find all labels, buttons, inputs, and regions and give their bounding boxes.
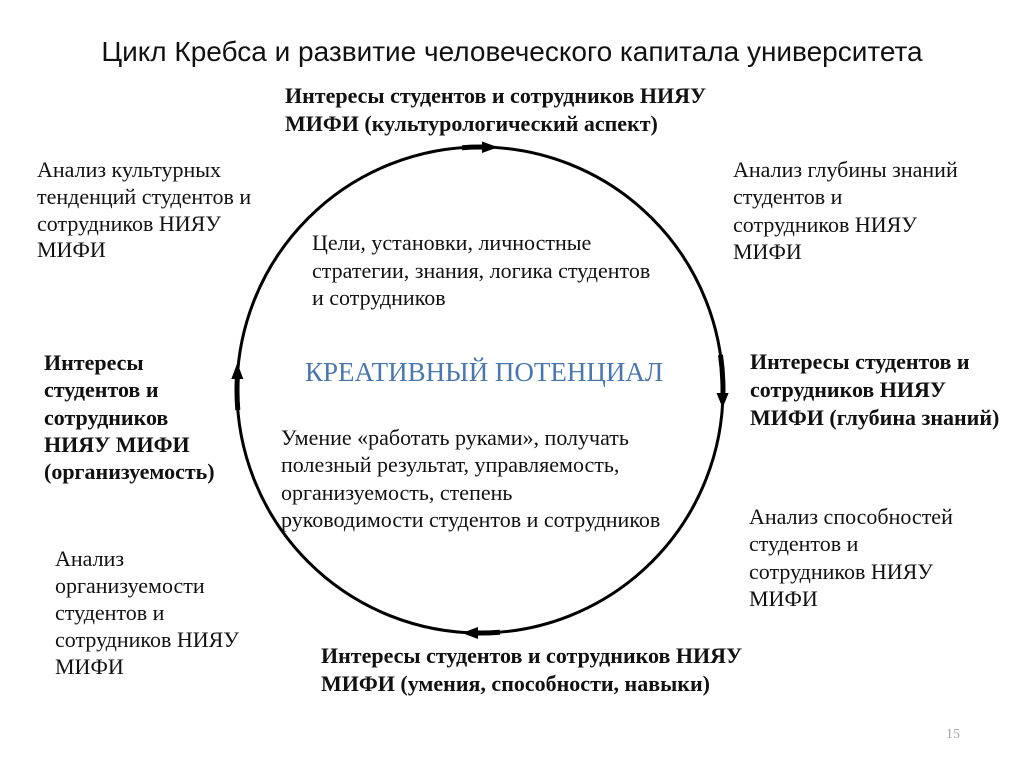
arrow-top: [462, 142, 498, 154]
analysis-node-top-left-line: сотрудников НИЯУ: [37, 210, 221, 236]
inner-text-bottom-line: Умение «работать руками», получать: [281, 425, 629, 450]
interest-node-left: [44, 349, 215, 485]
center-label: КРЕАТИВНЫЙ ПОТЕНЦИАЛ: [305, 357, 664, 387]
arrow-top-head: [482, 142, 498, 154]
analysis-node-top-left: [37, 157, 251, 264]
page-number: 15: [946, 727, 960, 742]
arrow-right-head: [717, 393, 729, 408]
analysis-node-top-right-line: Анализ глубины знаний: [733, 157, 958, 182]
analysis-node-bottom-right: [749, 503, 953, 612]
interest-node-left-line: сотрудников: [44, 404, 169, 430]
inner-text-bottom-line: организуемость, степень: [281, 479, 513, 505]
analysis-node-bottom-left: [55, 545, 239, 680]
inner-text-top-line: и сотрудников: [312, 285, 446, 310]
interest-node-right-line: сотрудников НИЯУ: [750, 377, 947, 402]
interest-node-left-line: НИЯУ МИФИ: [44, 431, 190, 457]
cycle-circle: [237, 147, 723, 633]
inner-text-top-line: Цели, установки, личностные: [312, 230, 592, 255]
analysis-node-top-left-line: Анализ культурных: [37, 157, 222, 182]
analysis-node-bottom-right-line: Анализ способностей: [749, 504, 953, 529]
interest-node-right: [750, 348, 999, 432]
inner-text-bottom: [281, 424, 660, 533]
slide-title: Цикл Кребса и развитие человеческого капитала университета: [101, 36, 923, 67]
arrow-left: [231, 363, 243, 410]
interest-node-top-line: МИФИ (культурологический аспект): [285, 111, 658, 136]
interest-node-bottom-line: МИФИ (умения, способности, навыки): [321, 671, 710, 696]
analysis-node-top-left-line: тенденций студентов и: [37, 183, 252, 209]
interest-node-top-line: Интересы студентов и сотрудников НИЯУ: [285, 83, 707, 108]
inner-text-bottom-line: руководимости студентов и сотрудников: [281, 506, 661, 532]
analysis-node-top-right-line: студентов и: [733, 184, 843, 210]
analysis-node-top-right: [733, 156, 958, 265]
interest-node-left-line: Интересы: [44, 350, 144, 375]
analysis-node-bottom-right-line: МИФИ: [749, 585, 818, 611]
analysis-node-bottom-right-line: сотрудников НИЯУ: [749, 558, 933, 584]
inner-text-bottom-line: полезный результат, управляемость,: [281, 452, 620, 478]
interest-node-left-line: (организуемость): [44, 459, 215, 485]
arrow-bottom: [462, 627, 500, 639]
interest-node-bottom-line: Интересы студентов и сотрудников НИЯУ: [321, 643, 743, 668]
arrow-right-shaft: [721, 355, 723, 396]
interest-node-right-line: Интересы студентов и: [750, 349, 970, 374]
interest-node-bottom: [321, 642, 742, 698]
analysis-node-top-left-line: МИФИ: [37, 237, 106, 263]
arrow-bottom-head: [462, 627, 478, 639]
arrow-right: [717, 355, 729, 408]
interest-node-top: [285, 82, 706, 138]
analysis-node-bottom-left-line: организуемости: [55, 573, 205, 598]
arrow-left-shaft: [237, 378, 238, 410]
analysis-node-top-right-line: МИФИ: [733, 238, 802, 264]
analysis-node-bottom-left-line: сотрудников НИЯУ: [55, 627, 239, 652]
analysis-node-top-right-line: сотрудников НИЯУ: [733, 211, 917, 237]
analysis-node-bottom-right-line: студентов и: [749, 531, 859, 557]
arrow-left-head: [231, 363, 243, 379]
analysis-node-bottom-left-line: Анализ: [55, 546, 125, 571]
interest-node-right-line: МИФИ (глубина знаний): [750, 405, 1000, 430]
inner-text-top: [312, 229, 650, 312]
inner-text-top-line: стратегии, знания, логика студентов: [312, 257, 651, 283]
interest-node-left-line: студентов и: [44, 377, 159, 403]
analysis-node-bottom-left-line: студентов и: [55, 600, 165, 625]
analysis-node-bottom-left-line: МИФИ: [55, 654, 124, 679]
